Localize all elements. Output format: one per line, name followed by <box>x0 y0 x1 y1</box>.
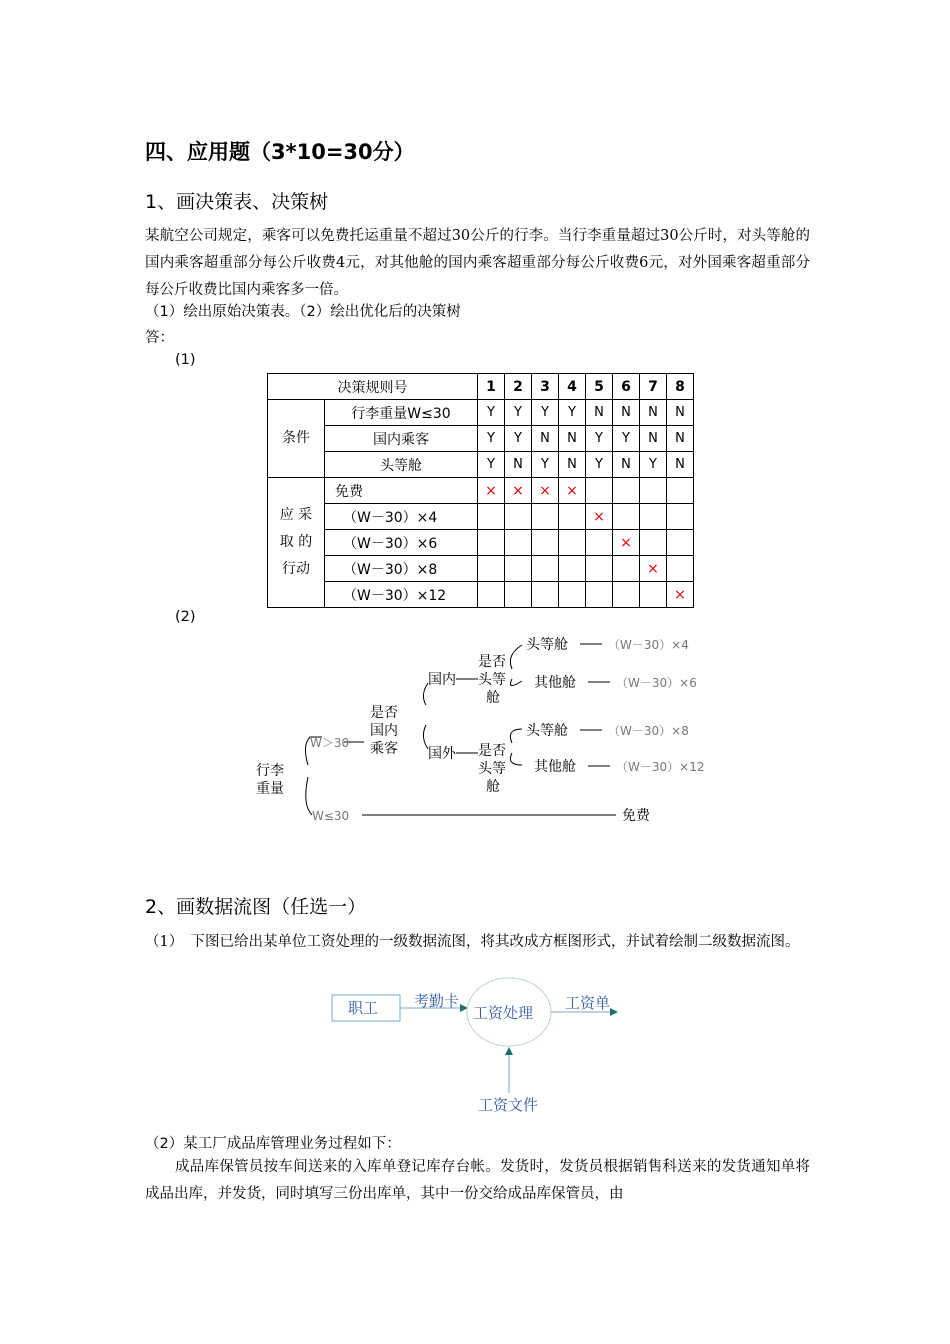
action-mark: × <box>640 556 667 582</box>
condition-value: Y <box>559 400 586 426</box>
action-label: （W－30）×12 <box>325 582 478 608</box>
q2-part2-title: （2）某工厂成品库管理业务过程如下： <box>145 1136 401 1152</box>
action-mark <box>613 504 640 530</box>
tree-node: 国外 <box>428 746 456 762</box>
action-mark <box>640 504 667 530</box>
part2-label: (2) <box>175 609 196 625</box>
rule-number: 3 <box>532 374 559 400</box>
tree-result: （W－30）×8 <box>608 724 689 738</box>
branch-light: W≤30 <box>312 809 350 823</box>
tree-root: 重量 <box>256 781 284 797</box>
table-header-row <box>268 374 694 400</box>
tree-node: 头等 <box>478 672 506 688</box>
condition-value: N <box>640 400 667 426</box>
condition-value: Y <box>505 400 532 426</box>
action-mark: × <box>505 478 532 504</box>
tree-root: 行李 <box>256 763 284 779</box>
decision-table <box>267 373 694 608</box>
action-mark <box>613 582 640 608</box>
action-mark <box>505 504 532 530</box>
action-mark <box>613 478 640 504</box>
tree-node: 是否 <box>478 743 506 759</box>
branch-heavy: W＞30 <box>310 736 350 750</box>
condition-value: Y <box>586 426 613 452</box>
tree-edge <box>510 729 522 743</box>
q2-part1: （1） 下图已给出某单位工资处理的一级数据流图，将其改成方框图形式，并试着绘制二级数据流图。 <box>145 934 800 950</box>
action-mark <box>586 530 613 556</box>
q1-body: 某航空公司规定，乘客可以免费托运重量不超过30公斤的行李。当行李重量超过30公斤时，对头等舱的国内乘客超重部分每公斤收费4元，对其他舱的国内乘客超重部分每公斤收费6元，对外国乘客超重部分每公斤收费比国内乘客多一倍。 <box>145 228 810 298</box>
condition-value: Y <box>505 426 532 452</box>
condition-value: N <box>613 400 640 426</box>
condition-value: N <box>559 452 586 478</box>
condition-value: N <box>667 400 694 426</box>
rule-number: 2 <box>505 374 532 400</box>
action-group-line: 行动 <box>282 561 310 577</box>
light-result: 免费 <box>622 808 650 824</box>
store-label: 工资文件 <box>478 1096 539 1114</box>
tree-node: 是否 <box>370 705 398 721</box>
tree-node: 国内 <box>370 723 398 739</box>
action-mark <box>667 504 694 530</box>
tree-edge <box>510 645 522 669</box>
action-mark: × <box>478 478 505 504</box>
rule-number: 8 <box>667 374 694 400</box>
action-mark <box>559 556 586 582</box>
action-group-label <box>268 478 325 608</box>
condition-value: N <box>559 426 586 452</box>
action-mark <box>478 530 505 556</box>
action-mark <box>559 530 586 556</box>
action-mark <box>640 582 667 608</box>
action-label: （W－30）×6 <box>325 530 478 556</box>
tree-leaf: 其他舱 <box>534 759 576 775</box>
action-label: （W－30）×4 <box>325 504 478 530</box>
source-label: 职工 <box>348 999 379 1017</box>
section-title: 四、应用题（3*10=30分） <box>145 140 415 164</box>
q2-title: 2、画数据流图（任选一） <box>145 896 367 918</box>
table-row <box>268 478 694 504</box>
answer-label: 答： <box>145 330 174 346</box>
action-mark <box>586 582 613 608</box>
tree-edge <box>510 753 522 765</box>
action-mark <box>667 556 694 582</box>
q2-part2-body: 成品库保管员按车间送来的入库单登记库存台帐。发货时，发货员根据销售科送来的发货通知单将成品出库，并发货，同时填写三份出库单，其中一份交给成品库保管员，由 <box>145 1159 810 1202</box>
action-mark <box>505 556 532 582</box>
condition-label: 行李重量W≤30 <box>325 400 478 426</box>
rule-number-header: 决策规则号 <box>268 374 478 400</box>
decision-tree <box>240 625 720 835</box>
rule-number: 6 <box>613 374 640 400</box>
process-label: 工资处理 <box>473 1004 534 1022</box>
action-group-line: 应 采 <box>279 507 313 523</box>
tree-leaf: 头等舱 <box>526 723 568 739</box>
tree-node: 头等 <box>478 761 506 777</box>
part1-label: (1) <box>175 352 196 368</box>
data-flow-diagram <box>320 975 640 1120</box>
action-mark: × <box>559 478 586 504</box>
action-mark <box>640 478 667 504</box>
condition-value: Y <box>613 426 640 452</box>
action-mark <box>667 530 694 556</box>
table-row <box>268 426 694 452</box>
condition-value: Y <box>478 452 505 478</box>
tree-edge <box>510 679 522 686</box>
condition-value: Y <box>532 400 559 426</box>
action-mark: × <box>613 530 640 556</box>
tree-node: 是否 <box>478 654 506 670</box>
tree-node: 国内 <box>428 672 456 688</box>
condition-value: N <box>613 452 640 478</box>
condition-value: N <box>532 426 559 452</box>
rule-number: 7 <box>640 374 667 400</box>
tree-result: （W－30）×6 <box>616 676 697 690</box>
out-flow-label: 工资单 <box>565 994 611 1012</box>
action-mark <box>478 556 505 582</box>
condition-value: Y <box>478 400 505 426</box>
rule-number: 5 <box>586 374 613 400</box>
table-row <box>268 452 694 478</box>
condition-value: Y <box>478 426 505 452</box>
action-label: （W－30）×8 <box>325 556 478 582</box>
tree-result: （W－30）×12 <box>616 760 705 774</box>
action-mark <box>667 478 694 504</box>
action-mark <box>478 582 505 608</box>
condition-value: N <box>667 426 694 452</box>
q1-title: 1、画决策表、决策树 <box>145 191 329 213</box>
condition-value: Y <box>586 452 613 478</box>
tree-leaf: 头等舱 <box>526 637 568 653</box>
action-mark <box>640 530 667 556</box>
tree-node: 舱 <box>486 690 500 706</box>
tree-result: （W－30）×4 <box>608 638 689 652</box>
condition-value: N <box>667 452 694 478</box>
condition-value: Y <box>640 452 667 478</box>
action-mark <box>586 556 613 582</box>
action-mark <box>559 504 586 530</box>
action-label: 免费 <box>325 478 478 504</box>
rule-number: 4 <box>559 374 586 400</box>
action-mark: × <box>532 478 559 504</box>
action-mark <box>532 530 559 556</box>
table-row <box>268 504 694 530</box>
condition-group-label: 条件 <box>268 400 325 478</box>
action-mark <box>586 478 613 504</box>
action-mark: × <box>586 504 613 530</box>
condition-label: 头等舱 <box>325 452 478 478</box>
tree-node: 舱 <box>486 779 500 795</box>
condition-value: Y <box>532 452 559 478</box>
tree-leaf: 其他舱 <box>534 675 576 691</box>
action-mark <box>559 582 586 608</box>
action-mark <box>613 556 640 582</box>
in-flow-label: 考勤卡 <box>414 992 460 1010</box>
condition-label: 国内乘客 <box>325 426 478 452</box>
condition-value: N <box>586 400 613 426</box>
action-mark <box>532 556 559 582</box>
q1-subquestions: （1）绘出原始决策表。（2）绘出优化后的决策树 <box>145 304 461 320</box>
action-mark <box>478 504 505 530</box>
condition-value: N <box>505 452 532 478</box>
action-mark <box>505 582 532 608</box>
condition-value: N <box>640 426 667 452</box>
table-row <box>268 556 694 582</box>
tree-node: 乘客 <box>370 741 398 757</box>
table-row <box>268 530 694 556</box>
action-mark <box>532 582 559 608</box>
action-mark: × <box>667 582 694 608</box>
table-row <box>268 400 694 426</box>
action-group-line: 取 的 <box>279 534 313 550</box>
action-mark <box>532 504 559 530</box>
rule-number: 1 <box>478 374 505 400</box>
action-mark <box>505 530 532 556</box>
table-row <box>268 582 694 608</box>
